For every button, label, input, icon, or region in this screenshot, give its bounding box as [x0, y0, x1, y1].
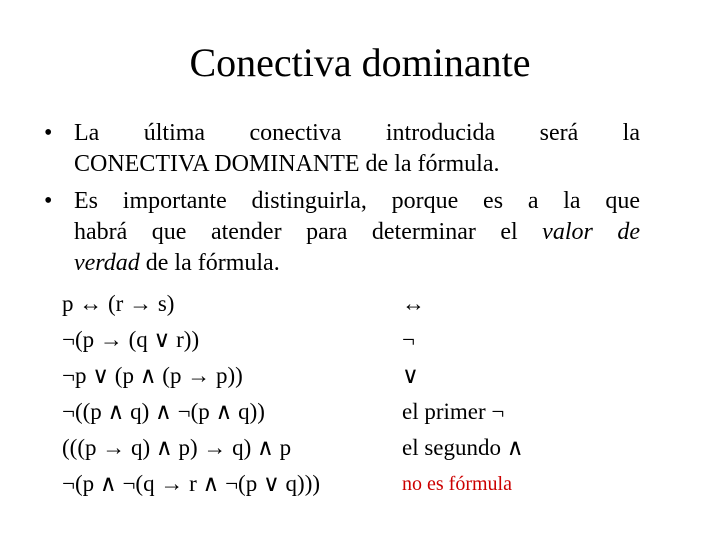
- bullet-list: [36, 118, 640, 285]
- formula-expression: ¬((p ∧ q) ∧ ¬(p ∧ q)): [62, 399, 265, 424]
- formula-expression: (((p → q) ∧ p) → q) ∧ p: [62, 435, 292, 460]
- bullet-2-italic-a: valor de: [542, 219, 640, 245]
- bullet-1-line-2: CONECTIVA DOMINANTE de la fórmula.: [74, 151, 500, 177]
- dominant-connective: ∨: [402, 363, 419, 388]
- dominant-connective: el primer ¬: [402, 399, 505, 424]
- formula-row: [62, 286, 622, 322]
- bullet-2-line-2-text: habrá que atender para determinar el: [74, 219, 543, 245]
- formula-expression: p ↔ (r → s): [62, 291, 175, 316]
- bullet-mark: •: [44, 120, 53, 146]
- bullet-item-2: [36, 186, 640, 279]
- dominant-connective: el segundo ∧: [402, 435, 524, 460]
- dominant-connective: ¬: [402, 327, 415, 352]
- formula-row: [62, 322, 622, 358]
- bullet-mark: •: [44, 188, 53, 214]
- bullet-2-italic-b: verdad: [74, 250, 140, 276]
- bullet-2-line-3-rest: de la fórmula.: [139, 250, 280, 276]
- formula-row: [62, 430, 622, 466]
- formula-expression: ¬(p ∧ ¬(q → r ∧ ¬(p ∨ q))): [62, 471, 321, 496]
- bullet-item-1: [36, 118, 640, 180]
- formula-row: [62, 466, 622, 502]
- formula-expression: ¬p ∨ (p ∧ (p → p)): [62, 363, 243, 388]
- bullet-1-line-1: La última conectiva introducida será la: [74, 120, 640, 146]
- formula-row: [62, 394, 622, 430]
- bullet-2-line-3: [74, 250, 280, 276]
- formula-expression: ¬(p → (q ∨ r)): [62, 327, 200, 352]
- dominant-connective: ↔: [402, 291, 425, 316]
- bullet-2-line-2: [74, 217, 640, 248]
- bullet-2-line-1: Es importante distinguirla, porque es a la que: [74, 188, 640, 214]
- formula-list: [62, 286, 622, 502]
- formula-row: [62, 358, 622, 394]
- slide-title: Conectiva dominante: [189, 40, 531, 85]
- not-a-formula-note: no es fórmula: [402, 473, 512, 495]
